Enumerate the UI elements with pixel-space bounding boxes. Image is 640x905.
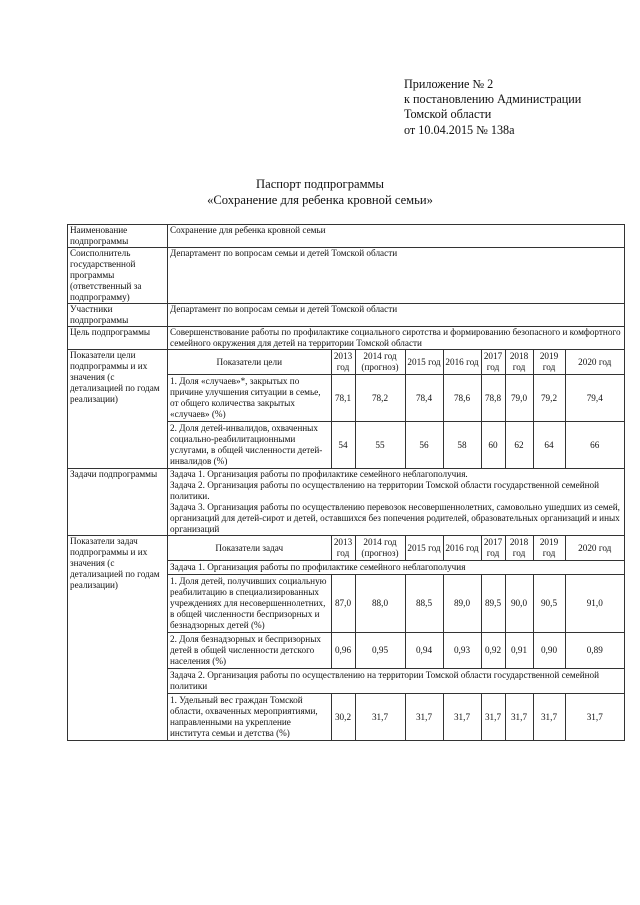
indicator-value: 30,2 [331, 694, 355, 741]
indicator-value: 87,0 [331, 575, 355, 633]
year-header: 2017 год [481, 536, 505, 561]
row-label: Соисполнитель государственной программы (ответственный за подпрограмму) [68, 248, 168, 304]
year-header: 2019 год [533, 350, 565, 375]
indicator-value: 78,8 [481, 375, 505, 422]
row-label: Показатели цели подпрограммы и их значения (с детализацией по годам реализации) [68, 350, 168, 469]
indicator-value: 0,90 [533, 633, 565, 669]
indicator-value: 64 [533, 422, 565, 469]
row-participants [68, 304, 625, 327]
year-header: 2015 год [405, 350, 443, 375]
title-line-2: «Сохранение для ребенка кровной семьи» [207, 193, 433, 207]
tasks-list [168, 469, 625, 536]
indicator-row [168, 575, 624, 633]
indicator-value: 90,0 [505, 575, 533, 633]
indicator-value: 0,94 [405, 633, 443, 669]
row-label: Показатели задач подпрограммы и их значения (с детализацией по годам реализации) [68, 536, 168, 741]
indicator-value: 78,2 [355, 375, 405, 422]
indicator-header: Показатели цели [168, 350, 331, 375]
indicator-value: 79,2 [533, 375, 565, 422]
indicator-value: 91,0 [565, 575, 624, 633]
year-header: 2018 год [505, 350, 533, 375]
task-heading: Задача 1. Организация работы по профилактике семейного неблагополучия [168, 561, 624, 575]
goal-indicators-cell [168, 350, 625, 469]
indicator-value: 89,0 [443, 575, 481, 633]
indicator-name: 2. Доля безнадзорных и беспризорных детей в общей численности детского населения (%) [168, 633, 331, 669]
indicator-value: 0,92 [481, 633, 505, 669]
row-label: Наименование подпрограммы [68, 225, 168, 248]
indicator-value: 79,0 [505, 375, 533, 422]
indicator-value: 90,5 [533, 575, 565, 633]
indicator-value: 31,7 [481, 694, 505, 741]
indicator-header-row [168, 536, 624, 561]
indicator-value: 89,5 [481, 575, 505, 633]
indicator-value: 31,7 [355, 694, 405, 741]
indicator-value: 54 [331, 422, 355, 469]
indicator-value: 78,4 [405, 375, 443, 422]
indicator-value: 62 [505, 422, 533, 469]
title-line-1: Паспорт подпрограммы [256, 177, 384, 191]
year-header: 2020 год [565, 350, 624, 375]
year-header: 2014 год (прогноз) [355, 536, 405, 561]
indicator-row [168, 694, 624, 741]
goal-indicators-table [168, 350, 624, 468]
indicator-value: 0,93 [443, 633, 481, 669]
year-header: 2016 год [443, 536, 481, 561]
indicator-name: 1. Доля «случаев»*, закрытых по причине улучшения ситуации в семье, от общего количества закрытых «случаев» (%) [168, 375, 331, 422]
task-heading: Задача 2. Организация работы по осуществлению на территории Томской области государственной семейной политики [168, 669, 624, 694]
indicator-row [168, 375, 624, 422]
indicator-value: 88,5 [405, 575, 443, 633]
year-header: 2017 год [481, 350, 505, 375]
row-name [68, 225, 625, 248]
indicator-header-row [168, 350, 624, 375]
indicator-value: 78,6 [443, 375, 481, 422]
indicator-value: 0,95 [355, 633, 405, 669]
appendix-line: от 10.04.2015 № 138а [404, 122, 515, 137]
task-item: Задача 2. Организация работы по осуществлению на территории Томской области государственной семейной политики. [170, 480, 600, 501]
indicator-value: 31,7 [565, 694, 624, 741]
indicator-value: 58 [443, 422, 481, 469]
task-indicators-cell [168, 536, 625, 741]
year-header: 2018 год [505, 536, 533, 561]
row-coexecutor [68, 248, 625, 304]
indicator-value: 31,7 [505, 694, 533, 741]
row-task-indicators [68, 536, 625, 741]
task-item: Задача 1. Организация работы по профилактике семейного неблагополучия. [170, 469, 468, 479]
indicator-value: 60 [481, 422, 505, 469]
indicator-value: 31,7 [533, 694, 565, 741]
passport-table [67, 224, 625, 741]
indicator-name: 1. Удельный вес граждан Томской области, охваченных мероприятиями, направленными на укрепление института семьи и детства (%) [168, 694, 331, 741]
indicator-value: 66 [565, 422, 624, 469]
indicator-value: 56 [405, 422, 443, 469]
row-label: Задачи подпрограммы [68, 469, 168, 536]
indicator-name: 2. Доля детей-инвалидов, охваченных социально-реабилитационными услугами, в общей численности детей-инвалидов (%) [168, 422, 331, 469]
task-heading-row [168, 561, 624, 575]
task-item: Задача 3. Организация работы по осуществлению перевозок несовершеннолетних, самовольно ушедших из семей, организаций для детей-сирот и детей, оставшихся без попечения родителей, образовательных организаций и иных организаций [170, 502, 620, 534]
indicator-value: 0,89 [565, 633, 624, 669]
document-title [0, 176, 640, 208]
row-label: Участники подпрограммы [68, 304, 168, 327]
year-header: 2013 год [331, 536, 355, 561]
indicator-value: 78,1 [331, 375, 355, 422]
indicator-value: 79,4 [565, 375, 624, 422]
task-heading-row [168, 669, 624, 694]
year-header: 2013 год [331, 350, 355, 375]
row-goal-indicators [68, 350, 625, 469]
year-header: 2019 год [533, 536, 565, 561]
row-label: Цель подпрограммы [68, 327, 168, 350]
indicator-value: 0,96 [331, 633, 355, 669]
indicator-value: 0,91 [505, 633, 533, 669]
year-header: 2020 год [565, 536, 624, 561]
task-indicators-table [168, 536, 624, 740]
row-value: Совершенствование работы по профилактике социального сиротства и формированию безопасного и комфортного семейного окружения для детей на территории Томской области [168, 327, 625, 350]
indicator-name: 1. Доля детей, получивших социальную реабилитацию в специализированных учреждениях для несовершеннолетних, в общей численности беспризорных и безнадзорных детей (%) [168, 575, 331, 633]
appendix-header [404, 77, 581, 138]
row-tasks [68, 469, 625, 536]
indicator-value: 55 [355, 422, 405, 469]
year-header: 2014 год (прогноз) [355, 350, 405, 375]
row-value: Сохранение для ребенка кровной семьи [168, 225, 625, 248]
appendix-line: Приложение № 2 [404, 77, 494, 91]
indicator-value: 31,7 [443, 694, 481, 741]
indicator-row [168, 422, 624, 469]
indicator-value: 88,0 [355, 575, 405, 633]
row-goal [68, 327, 625, 350]
appendix-line: к постановлению Администрации [404, 92, 582, 107]
appendix-line: Томской области [404, 107, 492, 122]
row-value: Департамент по вопросам семьи и детей Томской области [168, 248, 625, 304]
year-header: 2015 год [405, 536, 443, 561]
indicator-value: 31,7 [405, 694, 443, 741]
year-header: 2016 год [443, 350, 481, 375]
row-value: Департамент по вопросам семьи и детей Томской области [168, 304, 625, 327]
indicator-header: Показатели задач [168, 536, 331, 561]
indicator-row [168, 633, 624, 669]
